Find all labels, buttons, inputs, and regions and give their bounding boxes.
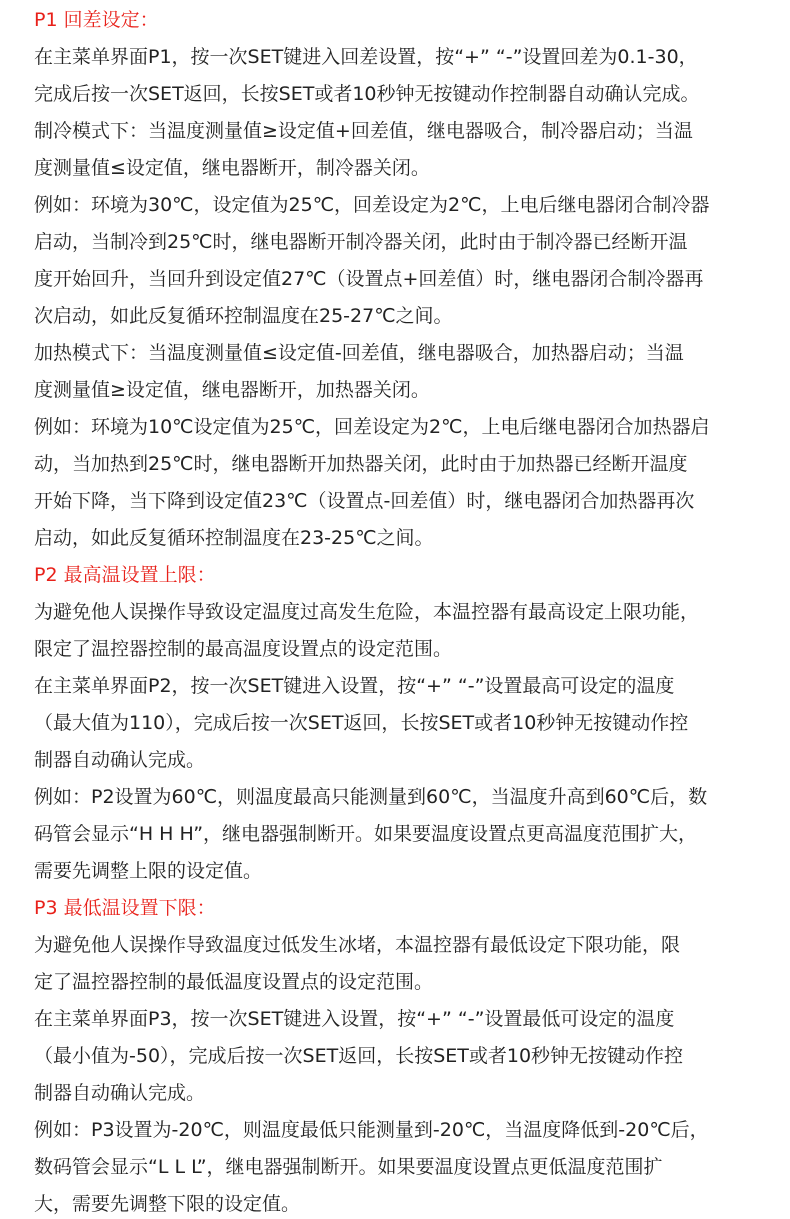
paragraph-line: 限定了温控器控制的最高温度设置点的设定范围。 [34,638,453,660]
paragraph-line: 在主菜单界面P1，按一次SET键进入回差设置，按“+” “-”设置回差为0.1-30， [34,46,698,68]
section-heading-p1: P1 回差设定： [34,9,159,31]
paragraph-line: 例如：P3设置为-20℃，则温度最低只能测量到-20℃，当温度降低到-20℃后， [34,1119,709,1141]
paragraph-line: 为避免他人误操作导致设定温度过高发生危险，本温控器有最高设定上限功能， [34,601,700,623]
paragraph-line: 例如：P2设置为60℃，则温度最高只能测量到60℃，当温度升高到60℃后，数 [34,786,708,808]
paragraph-line: 制冷模式下：当温度测量值≥设定值+回差值，继电器吸合，制冷器启动；当温 [34,120,693,142]
paragraph-line: 定了温控器控制的最低温度设置点的设定范围。 [34,971,434,993]
paragraph-line: 需要先调整上限的设定值。 [34,860,263,882]
paragraph-line: 在主菜单界面P3，按一次SET键进入设置，按“+” “-”设置最低可设定的温度 [34,1008,675,1030]
section-heading-p2: P2 最高温设置上限： [34,564,216,586]
paragraph-line: 例如：环境为30℃，设定值为25℃，回差设定为2℃，上电后继电器闭合制冷器 [34,194,710,216]
paragraph-line: （最小值为-50），完成后按一次SET返回，长按SET或者10秒钟无按键动作控 [34,1045,684,1067]
paragraph-line: 开始下降，当下降到设定值23℃（设置点-回差值）时，继电器闭合加热器再次 [34,490,695,512]
paragraph-line: 大，需要先调整下限的设定值。 [34,1193,301,1215]
paragraph-line: 度开始回升，当回升到设定值27℃（设置点+回差值）时，继电器闭合制冷器再 [34,268,704,290]
paragraph-line: 完成后按一次SET返回，长按SET或者10秒钟无按键动作控制器自动确认完成。 [34,83,700,105]
paragraph-line: 动，当加热到25℃时，继电器断开加热器关闭，此时由于加热器已经断开温度 [34,453,688,475]
paragraph-line: 为避免他人误操作导致温度过低发生冰堵，本温控器有最低设定下限功能，限 [34,934,681,956]
paragraph-line: 码管会显示“H H H”，继电器强制断开。如果要温度设置点更高温度范围扩大， [34,823,698,845]
paragraph-line: 制器自动确认完成。 [34,749,206,771]
paragraph-line: 数码管会显示“L L L”，继电器强制断开。如果要温度设置点更低温度范围扩 [34,1156,663,1178]
paragraph-line: 启动，如此反复循环控制温度在23-25℃之间。 [34,527,434,549]
paragraph-line: 启动，当制冷到25℃时，继电器断开制冷器关闭，此时由于制冷器已经断开温 [34,231,688,253]
paragraph-line: （最大值为110），完成后按一次SET返回，长按SET或者10秒钟无按键动作控 [34,712,689,734]
paragraph-line: 加热模式下：当温度测量值≤设定值-回差值，继电器吸合，加热器启动；当温 [34,342,684,364]
section-heading-p3: P3 最低温设置下限： [34,897,216,919]
paragraph-line: 度测量值≤设定值，继电器断开，制冷器关闭。 [34,157,430,179]
paragraph-line: 度测量值≥设定值，继电器断开，加热器关闭。 [34,379,430,401]
paragraph-line: 制器自动确认完成。 [34,1082,206,1104]
paragraph-line: 例如：环境为10℃设定值为25℃，回差设定为2℃，上电后继电器闭合加热器启 [34,416,710,438]
paragraph-line: 次启动，如此反复循环控制温度在25-27℃之间。 [34,305,453,327]
paragraph-line: 在主菜单界面P2，按一次SET键进入设置，按“+” “-”设置最高可设定的温度 [34,675,675,697]
